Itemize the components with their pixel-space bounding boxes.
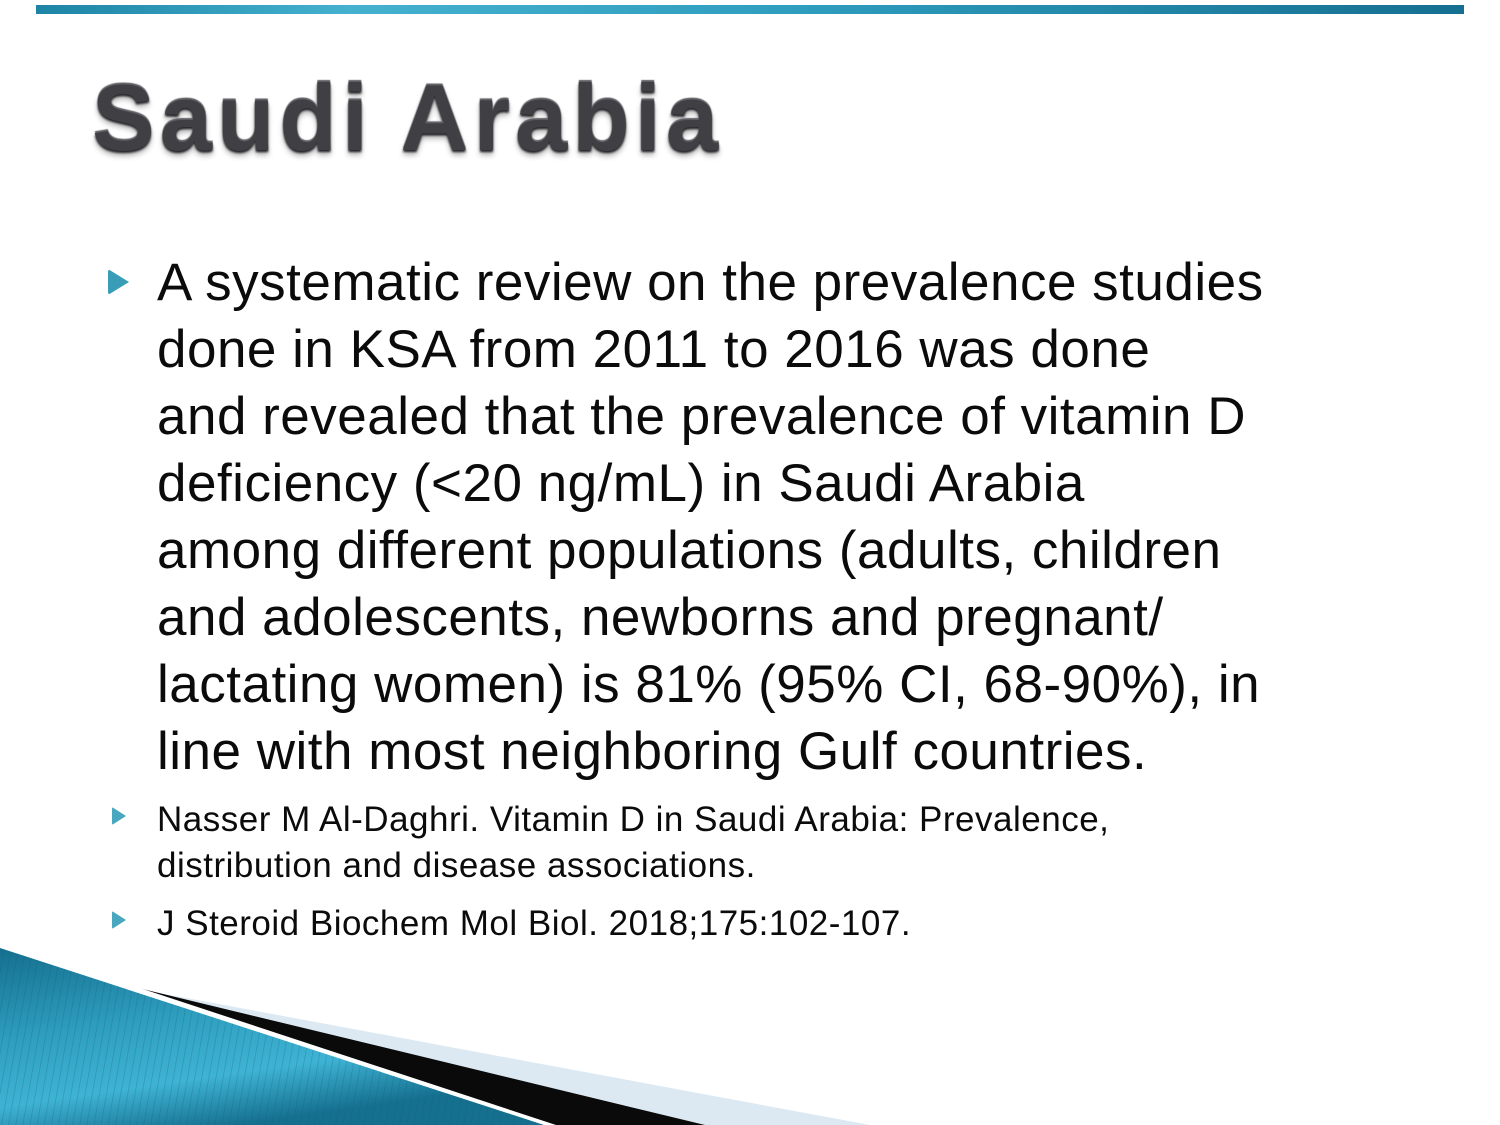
body-line: deficiency (<20 ng/mL) in Saudi Arabia	[157, 454, 1085, 513]
top-accent-bar	[36, 5, 1464, 14]
citation-line: J Steroid Biochem Mol Biol. 2018;175:102-107.	[157, 904, 912, 943]
body-line: line with most neighboring Gulf countries.	[157, 722, 1148, 781]
body-line: and revealed that the prevalence of vitamin D	[157, 387, 1247, 446]
body-line: lactating women) is 81% (95% CI, 68-90%), in	[157, 655, 1261, 714]
corner-decoration	[0, 930, 950, 1125]
body-paragraph	[157, 249, 1457, 785]
body-line: done in KSA from 2011 to 2016 was done	[157, 320, 1151, 379]
body-line: A systematic review on the prevalence studies	[157, 253, 1264, 312]
body-line: and adolescents, newborns and pregnant/	[157, 588, 1164, 647]
citation-1	[157, 797, 1457, 889]
citation-line: distribution and disease associations.	[157, 846, 756, 885]
bullet-arrow-icon	[108, 269, 129, 295]
bullet-arrow-icon	[112, 911, 126, 929]
bullet-arrow-icon	[112, 807, 126, 825]
page-title: Saudi Arabia	[92, 65, 724, 170]
body-line: among different populations (adults, children	[157, 521, 1222, 580]
citation-line: Nasser M Al-Daghri. Vitamin D in Saudi Arabia: Prevalence,	[157, 800, 1110, 839]
